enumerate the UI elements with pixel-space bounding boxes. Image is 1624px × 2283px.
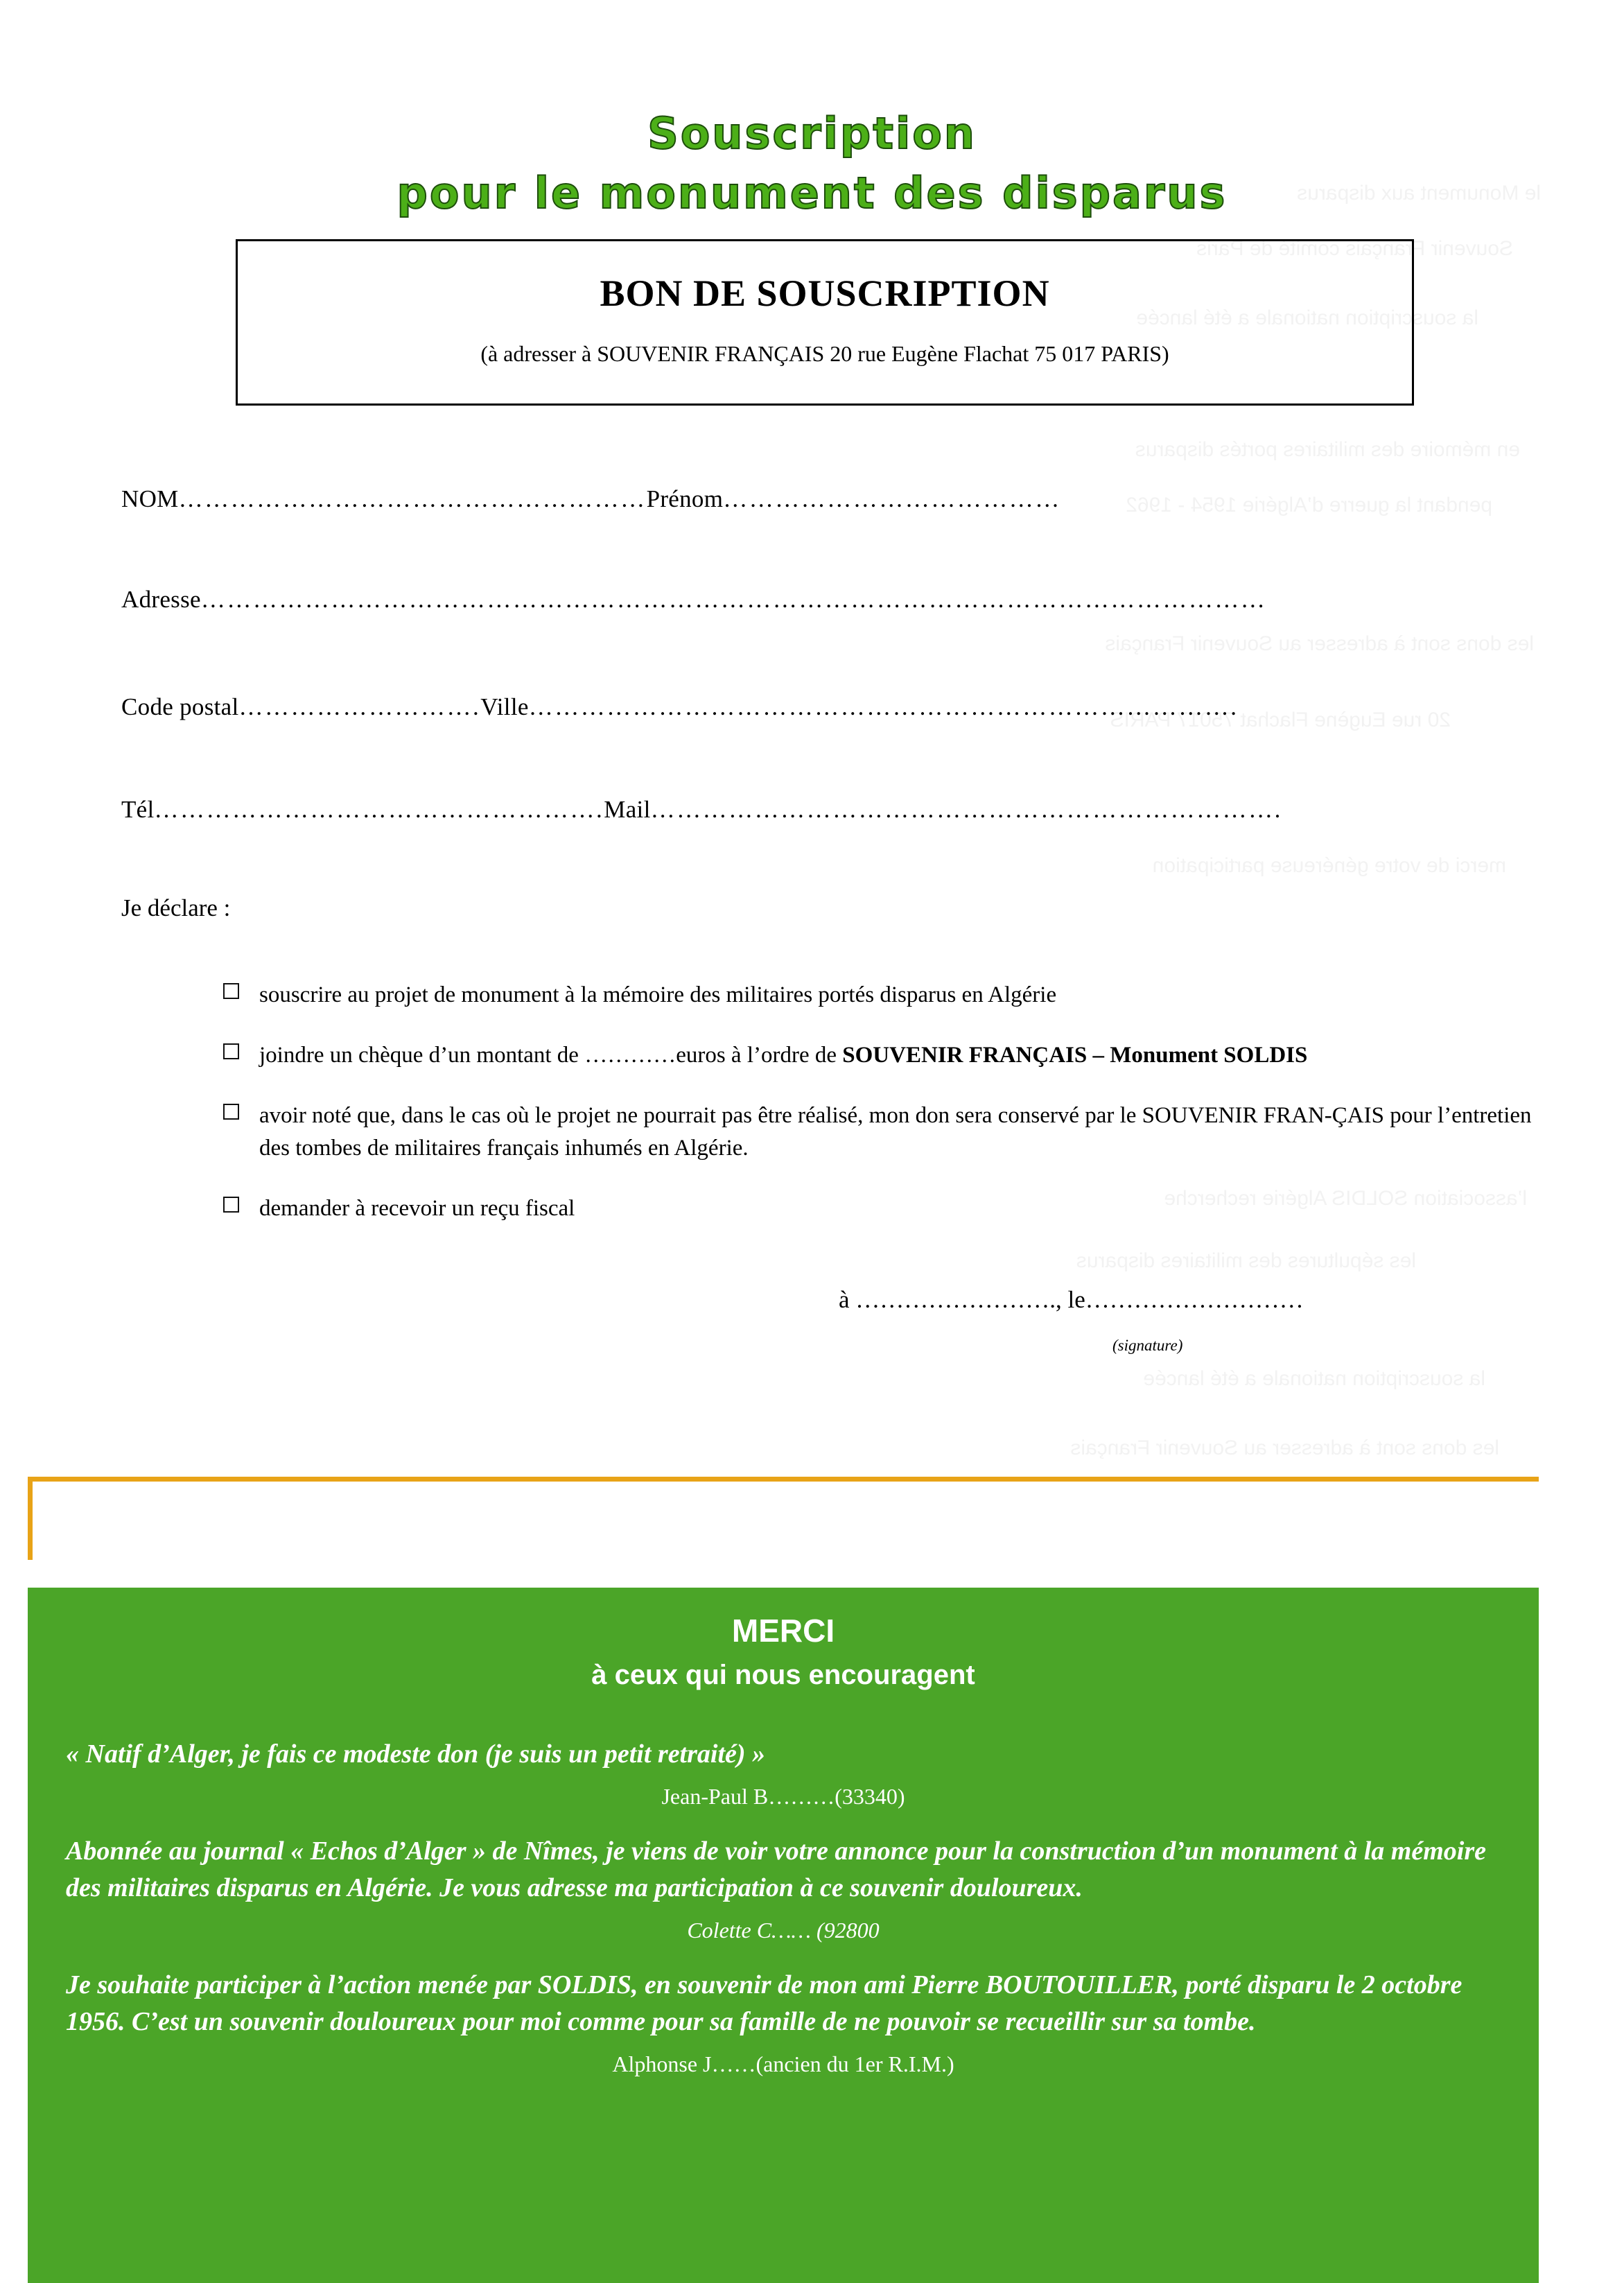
thanks-heading bbox=[66, 1608, 1501, 1697]
checkbox-recu-fiscal-label: demander à recevoir un reçu fiscal bbox=[259, 1196, 575, 1221]
bleed-line: les dons sont à adresser au Souvenir Français bbox=[1105, 632, 1534, 655]
checkbox-souscrire-label: souscrire au projet de monument à la mémoire des militaires portés disparus en Algérie bbox=[259, 982, 1057, 1007]
tel-label: Tél bbox=[121, 796, 155, 823]
declaration-checkbox-list bbox=[223, 979, 1540, 1253]
ville-input-line[interactable]: ………………………………………………………………………. bbox=[528, 693, 1239, 720]
signature-caption: (signature) bbox=[1112, 1337, 1183, 1354]
bleed-line: la souscription nationale a été lancée bbox=[1136, 306, 1478, 329]
checkbox-row-souscrire[interactable] bbox=[223, 979, 1540, 1012]
field-code-postal-ville bbox=[121, 693, 1238, 721]
checkbox-souscrire[interactable] bbox=[223, 983, 239, 999]
bleed-line: la souscription nationale a été lancée bbox=[1143, 1367, 1485, 1390]
nom-input-line[interactable]: ……………………………………………… bbox=[178, 485, 647, 512]
code-postal-label: Code postal bbox=[121, 693, 239, 720]
adresse-input-line[interactable]: …………………………………………………………………………………………………………… bbox=[200, 586, 1267, 613]
bleed-line: merci de votre généreuse participation bbox=[1152, 854, 1506, 877]
subscription-heading-box bbox=[236, 239, 1414, 406]
mail-label: Mail bbox=[604, 796, 651, 823]
field-tel-mail bbox=[121, 796, 1282, 824]
checkbox-note[interactable] bbox=[223, 1104, 239, 1120]
bleed-line: en mémoire des militaires portés disparus bbox=[1135, 438, 1520, 461]
checkbox-cheque-payee: SOUVENIR FRANÇAIS – Monument SOLDIS bbox=[842, 1043, 1308, 1068]
checkbox-cheque[interactable] bbox=[223, 1043, 239, 1059]
adresse-label: Adresse bbox=[121, 586, 201, 613]
field-nom-prenom bbox=[121, 485, 1061, 513]
field-adresse bbox=[121, 586, 1266, 614]
page-title-line2: pour le monument des disparus bbox=[396, 168, 1228, 218]
testimonial-attribution-3: Alphonse J……(ancien du 1er R.I.M.) bbox=[612, 2051, 954, 2076]
checkbox-note-label: avoir noté que, dans le cas où le projet ne pourrait pas être réalisé, mon don sera conservé par le SOUVENIR FRAN-ÇAIS pour l’entretien des tombes de militaires français inhumés en Algérie. bbox=[259, 1103, 1532, 1161]
testimonial-attribution-1: Jean-Paul B………(33340) bbox=[661, 1784, 905, 1809]
subscription-address-note: (à adresser à SOUVENIR FRANÇAIS 20 rue Eugène Flachat 75 017 PARIS) bbox=[480, 341, 1169, 366]
bleed-line: pendant la guerre d’Algérie 1954 - 1962 bbox=[1126, 494, 1492, 517]
bleed-line: le Monument aux disparus bbox=[1297, 182, 1541, 205]
page-title bbox=[0, 104, 1624, 223]
checkbox-row-note[interactable] bbox=[223, 1100, 1540, 1165]
checkbox-recu-fiscal[interactable] bbox=[223, 1197, 239, 1213]
bleed-line: 20 rue Eugène Flachat 75017 PARIS bbox=[1110, 709, 1451, 731]
bleed-line: Souvenir Français comité de Paris bbox=[1196, 237, 1513, 260]
bleed-line: les sépultures des militaires disparus bbox=[1076, 1249, 1416, 1272]
testimonial-quote-2: Abonnée au journal « Echos d’Alger » de Nîmes, je viens de voir votre annonce pour la construction d’un monument à la mémoire des militaires disparus en Algérie. Je vous adresse ma participation à ce souvenir douloureux. bbox=[66, 1837, 1486, 1902]
testimonial-attribution-2: Colette C…… (92800 bbox=[687, 1918, 880, 1943]
checkbox-row-cheque[interactable] bbox=[223, 1039, 1540, 1072]
thanks-panel bbox=[28, 1588, 1539, 2283]
nom-label: NOM bbox=[121, 485, 179, 512]
orange-divider bbox=[28, 1477, 1539, 1560]
page-title-line1: Souscription bbox=[647, 108, 977, 159]
ville-label: Ville bbox=[480, 693, 529, 720]
bleed-line: les dons sont à adresser au Souvenir Français bbox=[1070, 1436, 1499, 1459]
bleed-line: l’association SOLDIS Algérie recherche bbox=[1164, 1187, 1527, 1210]
checkbox-row-recu-fiscal[interactable] bbox=[223, 1192, 1540, 1225]
place-date-line[interactable]: à ……………………., le……………………… bbox=[839, 1286, 1304, 1313]
tel-input-line[interactable]: ……………………………………………. bbox=[154, 796, 604, 823]
prenom-label: Prénom bbox=[646, 485, 724, 512]
subscription-heading: BON DE SOUSCRIPTION bbox=[600, 272, 1050, 314]
thanks-heading-sub: à ceux qui nous encouragent bbox=[591, 1660, 975, 1690]
testimonial-quote-3: Je souhaite participer à l’action menée par SOLDIS, en souvenir de mon ami Pierre BOUTOUILLER, porté disparu le 2 octobre 1956. C’est un souvenir douloureux pour moi comme pour sa famille de ne pouvoir se recueillir sur sa tombe. bbox=[66, 1970, 1463, 2036]
declaration-label: Je déclare : bbox=[121, 894, 231, 921]
checkbox-cheque-label: joindre un chèque d’un montant de …………euros à l’ordre de bbox=[259, 1043, 843, 1068]
mail-input-line[interactable]: ………………………………………………………………. bbox=[650, 796, 1282, 823]
prenom-input-line[interactable]: ………………………………… bbox=[723, 485, 1061, 512]
thanks-heading-main: MERCI bbox=[731, 1613, 835, 1649]
testimonial-quote-1: « Natif d’Alger, je fais ce modeste don (je suis un petit retraité) » bbox=[66, 1739, 766, 1769]
code-postal-input-line[interactable]: ………………………. bbox=[238, 693, 481, 720]
